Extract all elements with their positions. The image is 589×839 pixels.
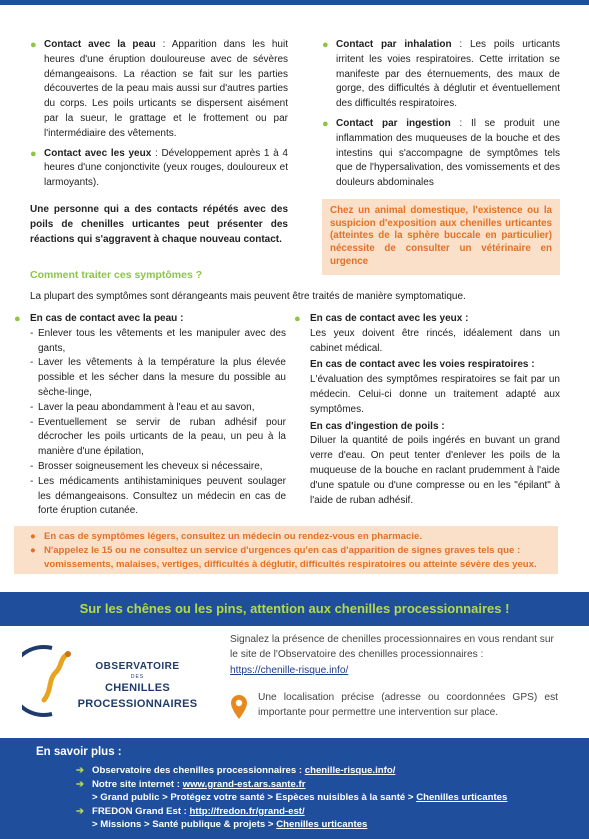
alert-emergency: ● N'appelez le 15 ou ne consultez un service d'urgences qu'en cas d'apparition de signes graves tels que : vomissements, malaises, vertiges, difficultés à déglutir, difficultés respiratoires ou atteinte sévère des yeux.	[30, 544, 537, 570]
footer	[0, 738, 589, 839]
contact-section	[30, 38, 560, 275]
bullet-icon: ●	[30, 544, 36, 556]
contact-eyes: ● Contact avec les yeux : Développement après 1 à 4 heures d'une conjonctivite (yeux rouges, douloureux et larmoyants).	[30, 147, 288, 189]
footer-links	[76, 764, 507, 832]
contact-right-column	[322, 38, 560, 275]
top-accent-bar	[0, 0, 589, 5]
list-item: - Laver les vêtements à la température la plus élevée possible et les sécher dans la mesure du possible au sèche-linge,	[30, 356, 286, 400]
contact-left-column	[30, 38, 288, 275]
skin-case-heading: ● En cas de contact avec la peau :	[14, 313, 184, 325]
bullet-icon: ●	[14, 313, 21, 325]
contact-skin: ● Contact avec la peau : Apparition dans les huit heures d'une éruption douloureuse avec de sévères démangeaisons. La réaction se fait sur les parties découvertes de la peau mais aussi sur d'autres parties du corps. Les poils urticants se dispersent aisément par la sueur, le grattage et le frottement ou par l'intermédiaire des vêtements.	[30, 39, 288, 139]
footer-row-ars: ➔ Notre site internet : www.grand-est.ars.sante.fr	[76, 778, 306, 790]
skin-steps-list	[14, 327, 286, 519]
contact-ingestion: ● Contact par ingestion : Il se produit une inflammation des muqueuses de la bouche et des intestins qui s'accompagne de symptômes tels que de l'hypersalivation, des vomissements et des douleurs abdominales	[322, 117, 560, 189]
signal-text-block: Signalez la présence de chenilles processionnaires en vous rendant sur le site de l'Observatoire des chenilles processionnaires : https://chenille-risque.info/	[230, 634, 554, 676]
treatment-intro: La plupart des symptômes sont dérangeants mais peuvent être traités de manière symptomatique.	[30, 291, 466, 302]
footer-title: En savoir plus :	[36, 746, 122, 758]
bullet-icon: ●	[322, 39, 329, 51]
list-item: - Brosser soigneusement les cheveux si nécessaire,	[30, 460, 286, 475]
footer-link-fredon[interactable]: http://fredon.fr/grand-est/	[189, 805, 305, 817]
respiratory-case-heading: En cas de contact avec les voies respiratoires :	[310, 359, 535, 371]
arrow-right-icon: ➔	[76, 765, 85, 776]
footer-link-ars-chenilles[interactable]: Chenilles urticantes	[416, 792, 508, 804]
list-item: - Eventuellement se servir de ruban adhésif pour décrocher les poils urticants de la peau, un peu à la manière d'une épilation,	[30, 416, 286, 460]
chenille-risque-link[interactable]: https://chenille-risque.info/	[230, 664, 349, 676]
bullet-icon: ●	[30, 147, 37, 160]
respiratory-case-text: L'évaluation des symptômes respiratoires se fait par un médecin. Celui-ci donne un traitement adapté aux symptômes.	[310, 374, 560, 415]
eyes-case-heading: ● En cas de contact avec les yeux :	[294, 313, 469, 325]
bullet-icon: ●	[30, 531, 36, 542]
list-item: - Les médicaments antihistaminiques peuvent soulager les démangeaisons. Consultez un médecin en cas de forte éruption cutanée.	[30, 475, 286, 519]
ingestion-case-text: Diluer la quantité de poils ingérés en buvant un grand verre d'eau. On peut tenter d'enlever les poils de la muqueuse de la bouche en raclant prudemment à l'aide d'une spatule ou d'une compresse ou en les "épilant" à l'aide de ruban adhésif.	[310, 435, 560, 506]
contact-inhalation: ● Contact par inhalation : Les poils urticants irritent les voies respiratoires. Cette irritation se manifeste par des éternuements, des maux de gorge, des difficultés à déglutir et éventuellement des difficultés respiratoires.	[322, 39, 560, 110]
contact-list-right	[322, 38, 560, 191]
list-item: - Enlever tous les vêtements et les manipuler avec des gants,	[30, 327, 286, 357]
logo-text: OBSERVATOIRE DES CHENILLES PROCESSIONNAIRES	[77, 661, 198, 711]
arrow-right-icon: ➔	[76, 778, 85, 790]
eyes-case-text: Les yeux doivent être rincés, idéalement dans un cabinet médical.	[310, 327, 560, 354]
treatment-heading: Comment traiter ces symptômes ?	[30, 269, 203, 281]
animal-warning-box: Chez un animal domestique, l'existence ou la suspicion d'exposition aux chenilles urticantes (atteintes de la sphère buccale en particulier) nécessite de consulter un vétérinaire en urgence	[322, 199, 560, 275]
arrow-right-icon: ➔	[76, 805, 85, 817]
treatment-right-column	[294, 312, 560, 519]
footer-row-fredon: ➔ FREDON Grand Est : http://fredon.fr/grand-est/	[76, 805, 305, 817]
list-item: - Laver la peau abondamment à l'eau et au savon,	[30, 401, 286, 416]
bullet-icon: ●	[294, 313, 301, 325]
processionary-banner: Sur les chênes ou les pins, attention aux chenilles processionnaires !	[0, 592, 589, 626]
alert-mild: ● En cas de symptômes légers, consultez un médecin ou rendez-vous en pharmacie.	[30, 531, 423, 542]
observatoire-logo	[22, 640, 222, 720]
footer-row-observatoire: ➔ Observatoire des chenilles processionnaires : chenille-risque.info/	[76, 765, 396, 776]
location-pin-icon	[230, 694, 248, 720]
footer-link-observatoire[interactable]: chenille-risque.info/	[304, 765, 396, 776]
treatment-section	[14, 312, 560, 519]
repeat-warning: Une personne qui a des contacts répétés avec des poils de chenilles urticantes peut présenter des réactions qui s'aggravent à chaque nouveau contact.	[30, 203, 288, 245]
bullet-icon: ●	[30, 39, 37, 51]
ingestion-case-heading: En cas d'ingestion de poils :	[310, 420, 445, 432]
footer-link-fredon-chenilles[interactable]: Chenilles urticantes	[276, 819, 368, 831]
footer-fredon-path: > Missions > Santé publique & projets > Chenilles urticantes	[92, 819, 368, 831]
treatment-left-column	[14, 312, 286, 519]
footer-link-ars[interactable]: www.grand-est.ars.sante.fr	[182, 778, 306, 790]
gps-text: Une localisation précise (adresse ou coordonnées GPS) est importante pour permettre une intervention sur place.	[258, 692, 558, 719]
alert-box	[14, 526, 558, 574]
footer-ars-path: > Grand public > Protégez votre santé > Espèces nuisibles à la santé > Chenilles urticantes	[92, 792, 508, 804]
bullet-icon: ●	[322, 117, 329, 130]
contact-list-left	[30, 38, 288, 191]
